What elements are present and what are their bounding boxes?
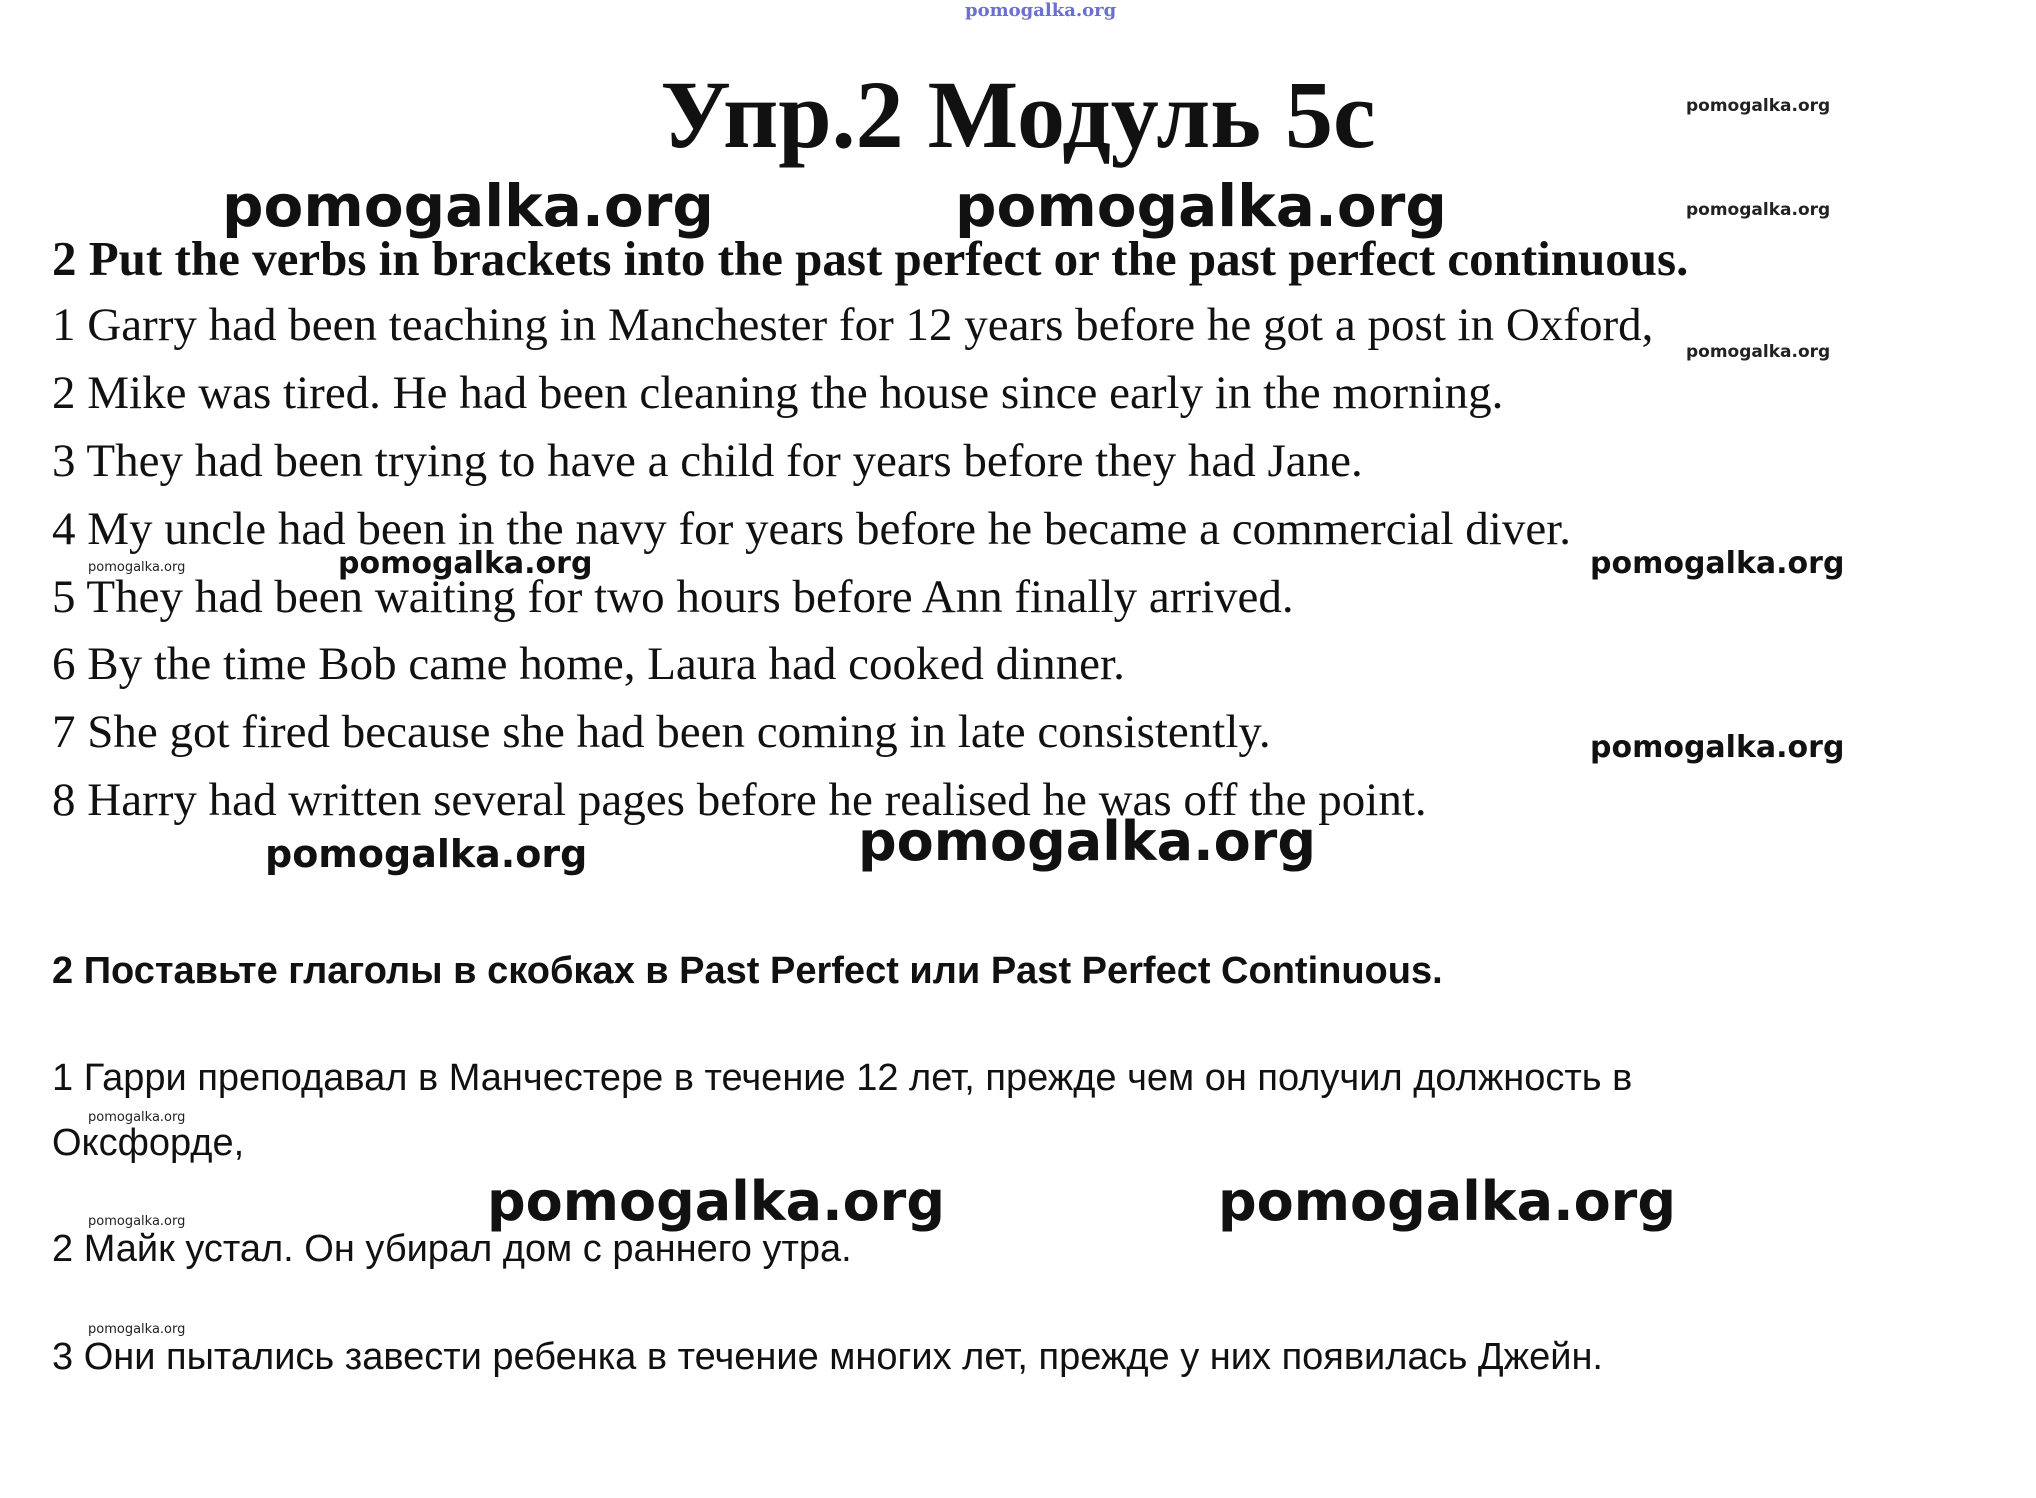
english-answer-line: 4 My uncle had been in the navy for years before he became a commercial diver. — [52, 503, 1572, 555]
watermark: pomogalka.org — [338, 546, 593, 581]
english-answer-line: 5 They had been waiting for two hours before Ann finally arrived. — [52, 571, 1294, 623]
watermark: pomogalka.org — [265, 832, 588, 876]
watermark: pomogalka.org — [1686, 96, 1831, 116]
english-answer-line: 7 She got fired because she had been coming in late consistently. — [52, 706, 1271, 758]
russian-task-heading: 2 Поставьте глаголы в скобках в Past Perfect или Past Perfect Continuous. — [52, 950, 1443, 992]
watermark: pomogalka.org — [1218, 1170, 1676, 1233]
english-answer-line: 8 Harry had written several pages before he realised he was off the point. — [52, 774, 1427, 826]
russian-answer-line: 2 Майк устал. Он убирал дом с раннего утра. — [52, 1228, 852, 1270]
watermark: pomogalka.org — [1590, 546, 1845, 581]
watermark: pomogalka.org — [88, 1110, 186, 1125]
watermark: pomogalka.org — [88, 1322, 186, 1337]
english-answer-line: 6 By the time Bob came home, Laura had cooked dinner. — [52, 638, 1125, 690]
watermark: pomogalka.org — [955, 172, 1447, 240]
watermark: pomogalka.org — [222, 172, 714, 240]
watermark: pomogalka.org — [1590, 730, 1845, 765]
page-title-text: Упр.2 Модуль 5с — [660, 61, 1376, 168]
english-answer-line: 1 Garry had been teaching in Manchester for 12 years before he got a post in Oxford, — [52, 299, 1654, 351]
top-watermark: pomogalka.org — [965, 0, 1117, 21]
watermark: pomogalka.org — [88, 1214, 186, 1229]
watermark: pomogalka.org — [1686, 200, 1831, 220]
watermark: pomogalka.org — [858, 810, 1316, 873]
english-answer-line: 3 They had been trying to have a child for years before they had Jane. — [52, 435, 1363, 487]
russian-answer-line: Оксфорде, — [52, 1122, 245, 1164]
watermark: pomogalka.org — [1686, 342, 1831, 362]
english-answer-line: 2 Mike was tired. He had been cleaning the house since early in the morning. — [52, 367, 1504, 419]
russian-answer-line: 3 Они пытались завести ребенка в течение многих лет, прежде у них появилась Джейн. — [52, 1336, 1603, 1378]
english-task-heading: 2 Put the verbs in brackets into the past perfect or the past perfect continuous. — [52, 231, 1689, 286]
russian-answer-line: 1 Гарри преподавал в Манчестере в течение 12 лет, прежде чем он получил должность в — [52, 1057, 1633, 1099]
watermark: pomogalka.org — [487, 1170, 945, 1233]
watermark: pomogalka.org — [88, 560, 186, 575]
